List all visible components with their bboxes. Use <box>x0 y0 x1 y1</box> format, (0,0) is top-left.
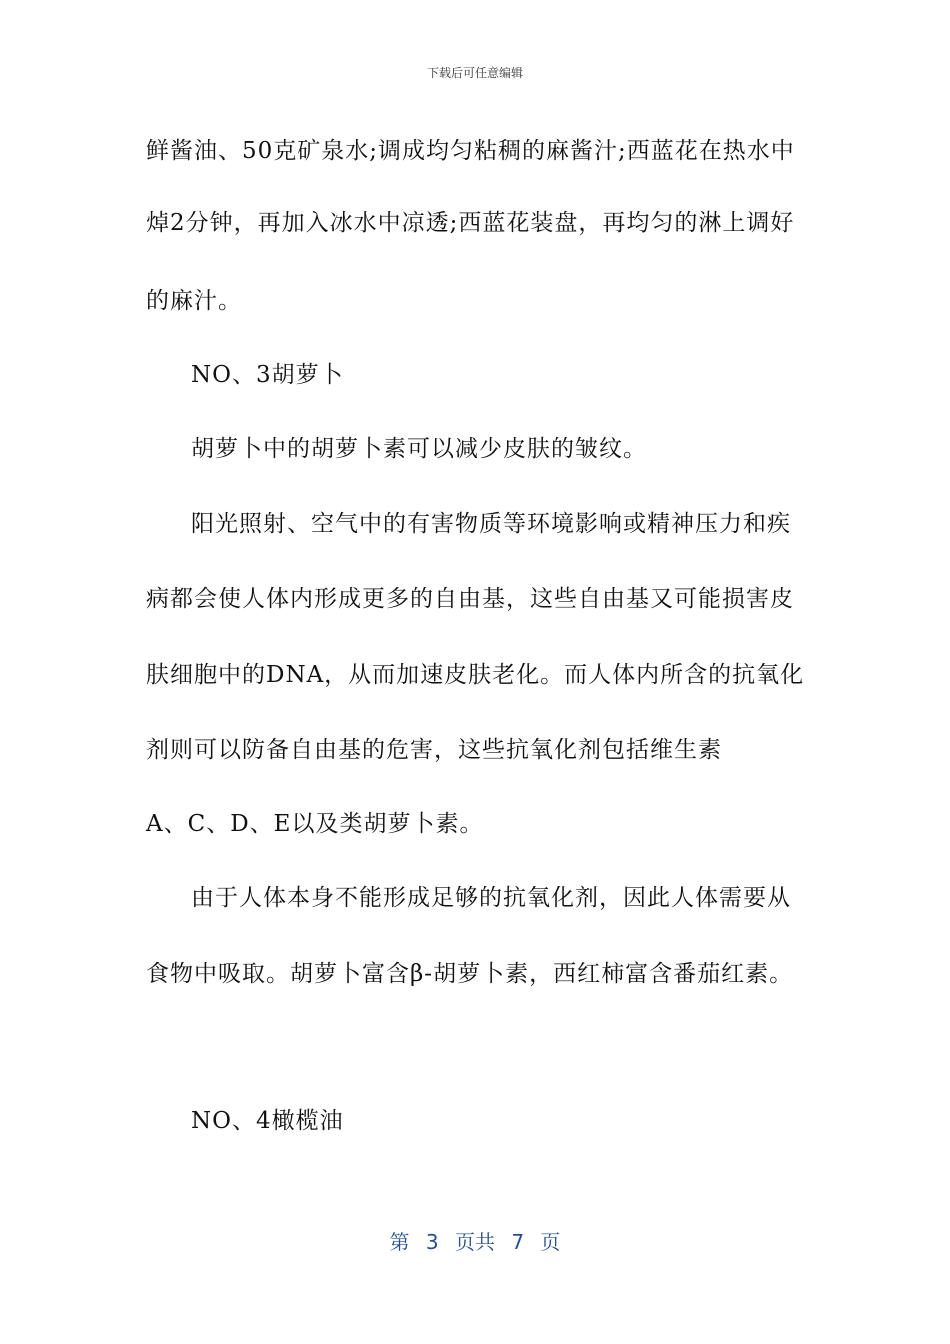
body-line-1: 鲜酱油、50克矿泉水;调成均匀粘稠的麻酱汁;西蓝花在热水中 <box>146 138 795 164</box>
body-line-12: 食物中吸取。胡萝卜富含β-胡萝卜素，西红柿富含番茄红素。 <box>146 961 794 987</box>
body-line-2: 焯2分钟，再加入冰水中凉透;西蓝花装盘，再均匀的淋上调好 <box>146 210 795 236</box>
body-line-8: 肤细胞中的DNA，从而加速皮肤老化。而人体内所含的抗氧化 <box>146 662 805 688</box>
body-line-6: 阳光照射、空气中的有害物质等环境影响或精神压力和疾 <box>191 511 791 537</box>
page-number-footer: 第 3 页共 7 页 <box>389 1230 561 1254</box>
body-line-5: 胡萝卜中的胡萝卜素可以减少皮肤的皱纹。 <box>191 436 647 462</box>
page-header-note: 下载后可任意编辑 <box>426 66 523 80</box>
section-heading-no4: NO、4橄榄油 <box>191 1108 344 1134</box>
body-line-9: 剂则可以防备自由基的危害，这些抗氧化剂包括维生素 <box>146 737 722 763</box>
body-line-10: A、C、D、E以及类胡萝卜素。 <box>146 811 484 837</box>
body-line-7: 病都会使人体内形成更多的自由基，这些自由基又可能损害皮 <box>146 586 794 612</box>
section-heading-no3: NO、3胡萝卜 <box>191 362 344 388</box>
body-line-3: 的麻汁。 <box>146 288 242 314</box>
body-line-11: 由于人体本身不能形成足够的抗氧化剂，因此人体需要从 <box>191 885 791 911</box>
